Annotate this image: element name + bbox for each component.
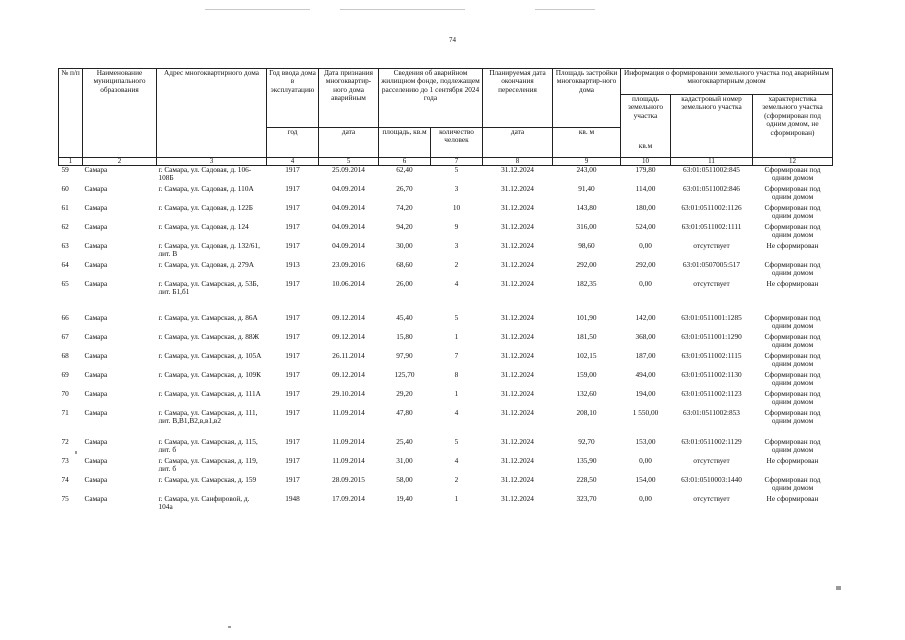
header-emergency-date: Дата признания многоквартир-ного дома аварийным xyxy=(319,69,379,128)
row-number: 74 xyxy=(61,476,69,484)
address-cell: г. Самара, ул. Самарская, д. 53Б, лит. Б1,б1 xyxy=(158,280,259,297)
column-number: 4 xyxy=(267,158,319,166)
planned-date-cell: 31.12.2024 xyxy=(501,314,534,322)
column-number: 7 xyxy=(431,158,483,166)
people-cell: 8 xyxy=(454,371,459,379)
municipality-cell: Самара xyxy=(84,165,108,174)
emergency-date-cell: 25.09.2014 xyxy=(332,165,365,174)
land-status-cell: Не сформирован xyxy=(766,280,819,288)
building-area-cell: 92,70 xyxy=(578,438,595,446)
area-cell: 15,80 xyxy=(396,333,413,341)
address-cell: г. Самара, ул. Самарская, д. 119, лит. б xyxy=(158,457,258,474)
row-number: 68 xyxy=(61,352,69,360)
address-cell: г. Самара, ул. Самарская, д. 88Ж xyxy=(158,333,260,341)
header-municipality: Наименование муниципального образования xyxy=(83,69,157,158)
area-cell: 47,80 xyxy=(396,409,413,417)
year-cell: 1917 xyxy=(285,333,300,341)
address-cell: г. Самара, ул. Самарская, д. 111, лит. В,В1,В2,в,в1,в2 xyxy=(158,409,258,426)
municipality-cell: Самара xyxy=(84,352,108,360)
land-status-cell: Сформирован под одним домом xyxy=(764,333,821,350)
land-status-cell: Сформирован под одним домом xyxy=(764,352,821,369)
area-cell: 25,40 xyxy=(396,438,413,446)
table-row xyxy=(59,495,833,514)
municipality-cell: Самара xyxy=(84,314,108,322)
header-land-info: Информация о формировании земельного участка под аварийным многоквартирным домом xyxy=(621,69,833,95)
unit-sqm-land: кв.м xyxy=(638,141,653,151)
planned-date-cell: 31.12.2024 xyxy=(501,223,534,231)
unit-date: дата xyxy=(319,128,379,158)
column-number-row xyxy=(59,158,833,166)
municipality-cell: Самара xyxy=(84,476,108,484)
year-cell: 1917 xyxy=(285,438,300,446)
land-area-cell: 179,80 xyxy=(635,165,656,174)
unit-area: площадь, кв.м xyxy=(379,128,431,158)
land-area-cell: 114,00 xyxy=(635,185,656,193)
column-number: 2 xyxy=(83,158,157,166)
planned-date-cell: 31.12.2024 xyxy=(501,261,534,269)
row-number: 75 xyxy=(61,495,69,503)
land-status-cell: Сформирован под одним домом xyxy=(764,165,821,183)
row-number: 64 xyxy=(61,261,69,269)
planned-date-cell: 31.12.2024 xyxy=(501,438,534,446)
area-cell: 29,20 xyxy=(396,390,413,398)
area-cell: 58,00 xyxy=(396,476,413,484)
cadastral-number-cell: 63:01:0511002:1111 xyxy=(681,223,742,231)
area-cell: 94,20 xyxy=(396,223,413,231)
planned-date-cell: 31.12.2024 xyxy=(501,409,534,417)
land-status-cell: Не сформирован xyxy=(766,457,819,465)
planned-date-cell: 31.12.2024 xyxy=(501,390,534,398)
header-land-area: площадь земельного участка кв.м xyxy=(621,95,671,158)
land-area-cell: 154,00 xyxy=(635,476,656,484)
area-cell: 31,00 xyxy=(396,457,413,465)
municipality-cell: Самара xyxy=(84,242,108,250)
building-area-cell: 181,50 xyxy=(576,333,597,341)
column-number: 5 xyxy=(319,158,379,166)
municipality-cell: Самара xyxy=(84,280,108,288)
land-area-cell: 494,00 xyxy=(635,371,656,379)
cadastral-number-cell: 63:01:0511002:1123 xyxy=(681,390,742,398)
row-number: 70 xyxy=(61,390,69,398)
land-status-cell: Сформирован под одним домом xyxy=(764,185,821,202)
people-cell: 1 xyxy=(454,495,459,503)
land-status-cell: Сформирован под одним домом xyxy=(764,371,821,388)
municipality-cell: Самара xyxy=(84,261,108,269)
land-area-cell: 0,00 xyxy=(639,280,652,288)
planned-date-cell: 31.12.2024 xyxy=(501,242,534,250)
emergency-date-cell: 04.09.2014 xyxy=(332,204,365,212)
planned-date-cell: 31.12.2024 xyxy=(501,352,534,360)
land-status-cell: Сформирован под одним домом xyxy=(764,476,821,493)
area-cell: 97,90 xyxy=(396,352,413,360)
table-row xyxy=(59,371,833,390)
column-number: 12 xyxy=(753,158,833,166)
address-cell: г. Самара, ул. Садовая, д. 124 xyxy=(158,223,249,231)
table-row xyxy=(59,261,833,280)
emergency-date-cell: 04.09.2014 xyxy=(332,242,365,250)
scan-mark xyxy=(228,626,231,628)
municipality-cell: Самара xyxy=(84,185,108,193)
area-cell: 45,40 xyxy=(396,314,413,322)
planned-date-cell: 31.12.2024 xyxy=(501,495,534,503)
land-status-cell: Сформирован под одним домом xyxy=(764,204,821,221)
address-cell: г. Самара, ул. Санфировой, д. 104а xyxy=(158,495,250,512)
land-status-cell: Не сформирован xyxy=(766,495,819,503)
scan-mark xyxy=(75,451,77,454)
municipality-cell: Самара xyxy=(84,223,108,231)
land-area-cell: 292,00 xyxy=(635,261,656,269)
row-number: 60 xyxy=(61,185,69,193)
year-cell: 1917 xyxy=(285,223,300,231)
building-area-cell: 182,35 xyxy=(576,280,597,288)
header-land-characteristic: характеристика земельного участка (сформирован под одним домом, не сформирован) xyxy=(753,95,833,158)
table-row xyxy=(59,352,833,371)
table-row xyxy=(59,457,833,476)
building-area-cell: 323,70 xyxy=(576,495,597,503)
people-cell: 1 xyxy=(454,333,459,341)
planned-date-cell: 31.12.2024 xyxy=(501,280,534,288)
cadastral-number-cell: 63:01:0511001:1285 xyxy=(681,314,742,322)
people-cell: 10 xyxy=(452,204,461,212)
land-status-cell: Сформирован под одним домом xyxy=(764,261,821,278)
people-cell: 4 xyxy=(454,409,459,417)
municipality-cell: Самара xyxy=(84,457,108,465)
emergency-date-cell: 17.09.2014 xyxy=(332,495,365,503)
municipality-cell: Самара xyxy=(84,371,108,379)
emergency-date-cell: 11.09.2014 xyxy=(332,457,365,465)
unit-date-planned: дата xyxy=(483,128,553,158)
land-status-cell: Сформирован под одним домом xyxy=(764,438,821,455)
address-cell: г. Самара, ул. Садовая, д. 110А xyxy=(158,185,254,193)
page-number: 74 xyxy=(449,36,456,44)
cadastral-number-cell: 63:01:0511002:1129 xyxy=(681,438,742,446)
municipality-cell: Самара xyxy=(84,438,108,446)
table-row xyxy=(59,166,833,186)
table-row xyxy=(59,242,833,261)
emergency-date-cell: 10.06.2014 xyxy=(332,280,365,288)
people-cell: 7 xyxy=(454,352,459,360)
table-row xyxy=(59,333,833,352)
column-number: 10 xyxy=(621,158,671,166)
cadastral-number-cell: отсутствует xyxy=(693,242,730,250)
people-cell: 3 xyxy=(454,242,459,250)
emergency-date-cell: 26.11.2014 xyxy=(332,352,365,360)
row-number: 67 xyxy=(61,333,69,341)
table-row xyxy=(59,314,833,333)
address-cell: г. Самара, ул. Самарская, д. 86А xyxy=(158,314,258,322)
area-cell: 30,00 xyxy=(396,242,413,250)
building-area-cell: 292,00 xyxy=(576,261,597,269)
people-cell: 2 xyxy=(454,476,459,484)
row-number: 69 xyxy=(61,371,69,379)
row-number: 65 xyxy=(61,280,69,288)
municipality-cell: Самара xyxy=(84,333,108,341)
unit-sqm: кв. м xyxy=(553,128,621,158)
cadastral-number-cell: 63:01:0511002:853 xyxy=(683,409,740,417)
column-number: 9 xyxy=(553,158,621,166)
people-cell: 3 xyxy=(454,185,459,193)
emergency-date-cell: 09.12.2014 xyxy=(332,314,365,322)
planned-date-cell: 31.12.2024 xyxy=(501,165,534,174)
year-cell: 1917 xyxy=(285,409,300,417)
emergency-date-cell: 23.09.2016 xyxy=(332,261,365,269)
planned-date-cell: 31.12.2024 xyxy=(501,457,534,465)
planned-date-cell: 31.12.2024 xyxy=(501,371,534,379)
emergency-housing-table xyxy=(58,68,833,514)
header-emergency-info: Сведения об аварийном жилищном фонде, подлежащем расселению до 1 сентября 2024 года xyxy=(379,69,483,128)
municipality-cell: Самара xyxy=(84,409,108,417)
cadastral-number-cell: 63:01:0511002:845 xyxy=(683,165,740,174)
scan-top-rule xyxy=(340,9,465,10)
year-cell: 1917 xyxy=(285,371,300,379)
year-cell: 1917 xyxy=(285,165,300,174)
address-cell: г. Самара, ул. Садовая, д. 122Б xyxy=(158,204,253,212)
year-cell: 1917 xyxy=(285,204,300,212)
municipality-cell: Самара xyxy=(84,390,108,398)
header-cadastral: кадастровый номер земельного участка xyxy=(671,95,753,158)
row-number: 62 xyxy=(61,223,69,231)
header-num: № п/п xyxy=(59,69,83,158)
unit-people: количество человек xyxy=(431,128,483,158)
header-building-area: Площадь застройки многоквартир-ного дома xyxy=(553,69,621,128)
land-status-cell: Сформирован под одним домом xyxy=(764,223,821,240)
table-row xyxy=(59,476,833,495)
address-cell: г. Самара, ул. Самарская, д. 111А xyxy=(158,390,261,398)
unit-year: год xyxy=(267,128,319,158)
area-cell: 125,70 xyxy=(394,371,415,379)
table-row xyxy=(59,185,833,204)
address-cell: г. Самара, ул. Самарская, д. 105А xyxy=(158,352,262,360)
year-cell: 1917 xyxy=(285,352,300,360)
row-number: 73 xyxy=(61,457,69,465)
building-area-cell: 228,50 xyxy=(576,476,597,484)
year-cell: 1917 xyxy=(285,314,300,322)
cadastral-number-cell: отсутствует xyxy=(693,495,730,503)
table-row xyxy=(59,390,833,409)
people-cell: 5 xyxy=(454,165,459,174)
area-cell: 26,70 xyxy=(396,185,413,193)
emergency-date-cell: 11.09.2014 xyxy=(332,409,365,417)
table-row xyxy=(59,223,833,242)
year-cell: 1917 xyxy=(285,390,300,398)
row-number: 71 xyxy=(61,409,69,417)
column-number: 11 xyxy=(671,158,753,166)
column-number: 8 xyxy=(483,158,553,166)
planned-date-cell: 31.12.2024 xyxy=(501,204,534,212)
emergency-date-cell: 04.09.2014 xyxy=(332,185,365,193)
table-row xyxy=(59,409,833,438)
address-cell: г. Самара, ул. Самарская, д. 159 xyxy=(158,476,257,484)
land-area-cell: 187,00 xyxy=(635,352,656,360)
planned-date-cell: 31.12.2024 xyxy=(501,185,534,193)
year-cell: 1917 xyxy=(285,242,300,250)
land-area-cell: 142,00 xyxy=(635,314,656,322)
cadastral-number-cell: отсутствует xyxy=(693,280,730,288)
cadastral-number-cell: 63:01:0511002:1130 xyxy=(681,371,742,379)
land-status-cell: Сформирован под одним домом xyxy=(764,409,821,426)
building-area-cell: 98,60 xyxy=(578,242,595,250)
cadastral-number-cell: 63:01:0510003:1440 xyxy=(681,476,742,484)
land-area-cell: 0,00 xyxy=(639,242,652,250)
scan-top-rule xyxy=(535,9,595,10)
building-area-cell: 102,15 xyxy=(576,352,597,360)
land-status-cell: Сформирован под одним домом xyxy=(764,390,821,407)
people-cell: 4 xyxy=(454,280,459,288)
people-cell: 9 xyxy=(454,223,459,231)
table-row xyxy=(59,280,833,314)
building-area-cell: 143,80 xyxy=(576,204,597,212)
people-cell: 4 xyxy=(454,457,459,465)
year-cell: 1917 xyxy=(285,476,300,484)
address-cell: г. Самара, ул. Садовая, д. 279А xyxy=(158,261,255,269)
emergency-date-cell: 11.09.2014 xyxy=(332,438,365,446)
land-area-cell: 368,00 xyxy=(635,333,656,341)
building-area-cell: 135,90 xyxy=(576,457,597,465)
area-cell: 62,40 xyxy=(396,165,413,174)
planned-date-cell: 31.12.2024 xyxy=(501,476,534,484)
cadastral-number-cell: 63:01:0507005:517 xyxy=(682,261,741,269)
table-row xyxy=(59,204,833,223)
header-year-commission: Год ввода дома в эксплуатацию xyxy=(267,69,319,128)
address-cell: г. Самара, ул. Садовая, д. 106-108Б xyxy=(158,165,252,183)
row-number: 72 xyxy=(61,438,69,446)
year-cell: 1917 xyxy=(285,280,300,288)
area-cell: 26,00 xyxy=(396,280,413,288)
land-area-cell: 194,00 xyxy=(635,390,656,398)
building-area-cell: 316,00 xyxy=(576,223,597,231)
cadastral-number-cell: 63:01:0511002:1126 xyxy=(681,204,742,212)
building-area-cell: 159,00 xyxy=(576,371,597,379)
header-planned-end: Планируемая дата окончания переселения xyxy=(483,69,553,128)
cadastral-number-cell: 63:01:0511002:1115 xyxy=(681,352,742,360)
emergency-date-cell: 28.09.2015 xyxy=(332,476,365,484)
scan-mark xyxy=(836,586,841,590)
year-cell: 1913 xyxy=(285,261,300,269)
year-cell: 1948 xyxy=(285,495,300,503)
building-area-cell: 101,90 xyxy=(576,314,597,322)
emergency-date-cell: 09.12.2014 xyxy=(332,333,365,341)
land-area-cell: 524,00 xyxy=(635,223,656,231)
people-cell: 5 xyxy=(454,314,459,322)
cadastral-number-cell: 63:01:0511002:846 xyxy=(683,185,740,193)
area-cell: 68,60 xyxy=(396,261,413,269)
people-cell: 2 xyxy=(454,261,459,269)
column-number: 3 xyxy=(157,158,267,166)
address-cell: г. Самара, ул. Самарская, д. 109К xyxy=(158,371,262,379)
row-number: 63 xyxy=(61,242,69,250)
address-cell: г. Самара, ул. Самарская, д. 115, лит. б xyxy=(158,438,258,455)
emergency-date-cell: 04.09.2014 xyxy=(332,223,365,231)
header-address: Адрес многоквартирного дома xyxy=(157,69,267,158)
people-cell: 5 xyxy=(454,438,459,446)
year-cell: 1917 xyxy=(285,457,300,465)
emergency-date-cell: 09.12.2014 xyxy=(332,371,365,379)
municipality-cell: Самара xyxy=(84,204,108,212)
land-area-cell: 0,00 xyxy=(639,457,652,465)
year-cell: 1917 xyxy=(285,185,300,193)
municipality-cell: Самара xyxy=(84,495,108,503)
land-area-cell: 1 550,00 xyxy=(632,409,659,417)
table-row xyxy=(59,438,833,457)
land-status-cell: Сформирован под одним домом xyxy=(764,314,821,331)
area-cell: 74,20 xyxy=(396,204,413,212)
land-status-cell: Не сформирован xyxy=(766,242,819,250)
building-area-cell: 132,60 xyxy=(576,390,597,398)
cadastral-number-cell: 63:01:0511001:1290 xyxy=(681,333,742,341)
row-number: 61 xyxy=(61,204,69,212)
land-area-cell: 0,00 xyxy=(639,495,652,503)
building-area-cell: 243,00 xyxy=(576,165,597,174)
row-number: 66 xyxy=(61,314,69,322)
area-cell: 19,40 xyxy=(396,495,413,503)
row-number: 59 xyxy=(61,165,69,174)
land-area-cell: 153,00 xyxy=(635,438,656,446)
planned-date-cell: 31.12.2024 xyxy=(501,333,534,341)
column-number: 6 xyxy=(379,158,431,166)
building-area-cell: 208,10 xyxy=(576,409,597,417)
scan-top-rule xyxy=(205,9,310,10)
land-area-cell: 180,00 xyxy=(635,204,656,212)
emergency-date-cell: 29.10.2014 xyxy=(332,390,365,398)
cadastral-number-cell: отсутствует xyxy=(693,457,730,465)
column-number: 1 xyxy=(59,158,83,166)
address-cell: г. Самара, ул. Садовая, д. 132/61, лит. В xyxy=(158,242,260,259)
people-cell: 1 xyxy=(454,390,459,398)
building-area-cell: 91,40 xyxy=(578,185,595,193)
